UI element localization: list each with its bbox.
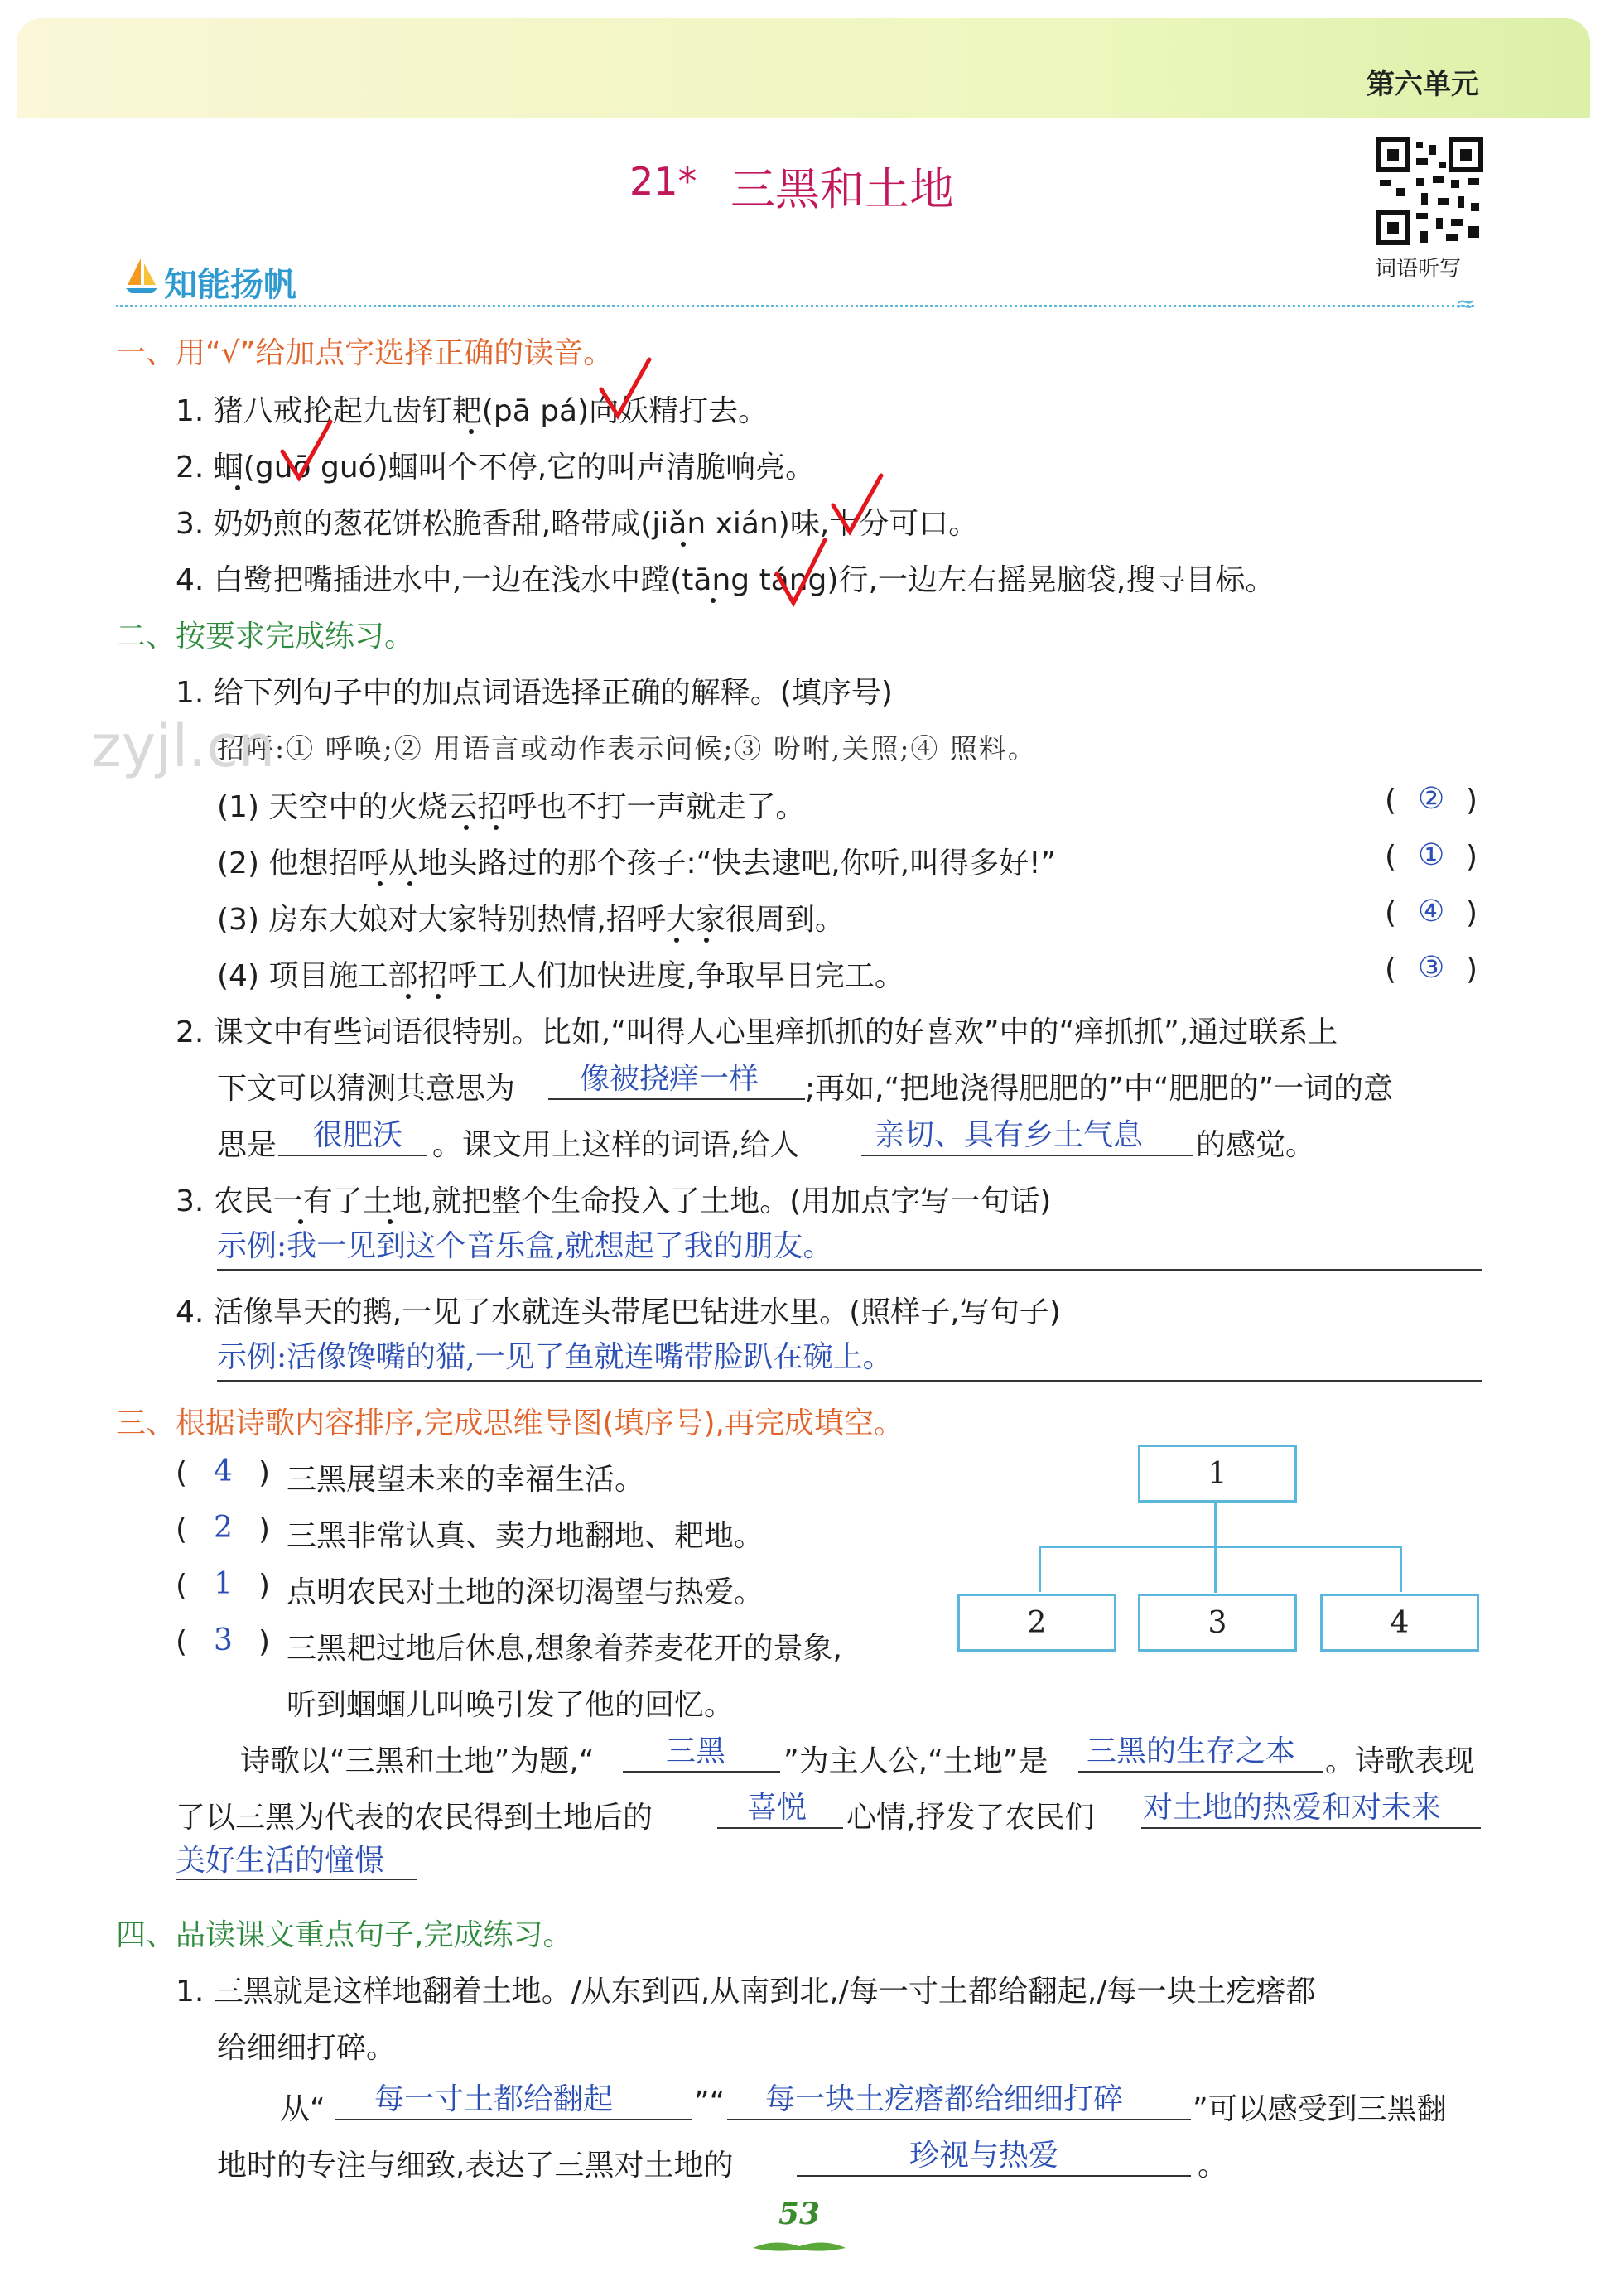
section-divider bbox=[116, 305, 1474, 307]
part3-item-3: 点明农民对土地的深切渴望与热爱。 bbox=[287, 1575, 764, 1609]
part2-q2-line2-a: 下文可以猜测其意思为 bbox=[217, 1072, 516, 1106]
part3-fill-answer-4b[interactable]: 美好生活的憧憬 bbox=[176, 1844, 385, 1878]
header-band bbox=[17, 18, 1590, 118]
part3-answer-4[interactable]: 3 bbox=[214, 1623, 233, 1657]
check-mark-icon bbox=[277, 418, 335, 485]
part4-q1-line1: 1. 三黑就是这样地翻着土地。/从东到西,从南到北,/每一寸土都给翻起,/每一块土疙瘩都 bbox=[176, 1975, 1316, 2009]
check-mark-icon bbox=[772, 537, 830, 610]
part2-q4-answer[interactable]: 示例:活像馋嘴的猫,一见了鱼就连嘴带脸趴在碗上。 bbox=[217, 1340, 893, 1374]
emphasis-dot bbox=[464, 825, 469, 830]
part2-q1-item-4: (4) 项目施工部招呼工人们加快进度,争取早日完工。 bbox=[217, 959, 904, 993]
emphasis-dot bbox=[681, 542, 686, 547]
part3-answer-3[interactable]: 1 bbox=[214, 1567, 233, 1601]
part3-heading: 三、根据诗歌内容排序,完成思维导图(填序号),再完成填空。 bbox=[116, 1406, 904, 1440]
part4-line2-b: 。 bbox=[1198, 2149, 1228, 2183]
part3-answer-1[interactable]: 4 bbox=[214, 1454, 233, 1488]
part2-q2-answer-3[interactable]: 亲切、具有乡土气息 bbox=[875, 1118, 1144, 1152]
part2-q1-answer-3[interactable]: ④ bbox=[1418, 895, 1445, 929]
part2-q2-answer-1[interactable]: 像被挠痒一样 bbox=[580, 1062, 759, 1096]
wave-icon: ≈ bbox=[1456, 290, 1476, 317]
answer-line[interactable] bbox=[217, 1231, 1482, 1271]
part3-item-4: 三黑耙过地后休息,想象着荞麦花开的景象, bbox=[287, 1632, 842, 1666]
answer-paren: ) bbox=[1466, 840, 1478, 874]
part3-answer-2[interactable]: 2 bbox=[214, 1511, 233, 1545]
emphasis-dot bbox=[469, 429, 474, 434]
answer-paren: ( bbox=[1385, 840, 1397, 874]
answer-paren: ) bbox=[1466, 784, 1478, 818]
part2-q2-answer-2[interactable]: 很肥沃 bbox=[313, 1118, 403, 1152]
emphasis-dot bbox=[406, 994, 411, 999]
watermark: zyjl.cn bbox=[91, 712, 276, 780]
mindmap-child-2[interactable]: 3 bbox=[1138, 1594, 1297, 1652]
part4-line2-a: 地时的专注与细致,表达了三黑对土地的 bbox=[217, 2149, 734, 2183]
part2-q1-definitions: 招呼:① 呼唤;② 用语言或动作表示问候;③ 吩咐,关照;④ 照料。 bbox=[217, 732, 1037, 765]
part2-q2-line1: 2. 课文中有些词语很特别。比如,“叫得人心里痒抓抓的好喜欢”中的“痒抓抓”,通过联系上 bbox=[176, 1015, 1338, 1049]
part4-answer-1[interactable]: 每一寸土都给翻起 bbox=[374, 2082, 614, 2116]
answer-line[interactable] bbox=[217, 1342, 1482, 1382]
part4-heading: 四、品读课文重点句子,完成练习。 bbox=[116, 1918, 573, 1952]
lesson-number: 21* bbox=[629, 159, 697, 204]
page-ornament-icon bbox=[750, 2236, 849, 2255]
answer-paren: ) bbox=[258, 1569, 271, 1603]
part1-item-1: 1. 猪八戒抡起九齿钉耙(pā pá)向妖精打去。 bbox=[176, 394, 769, 428]
emphasis-dot bbox=[378, 881, 383, 886]
part3-fill-answer-3[interactable]: 喜悦 bbox=[747, 1791, 807, 1825]
emphasis-dot bbox=[436, 994, 441, 999]
mindmap-root[interactable]: 1 bbox=[1138, 1445, 1297, 1503]
part4-answer-3[interactable]: 珍视与热爱 bbox=[909, 2139, 1059, 2173]
answer-paren: ) bbox=[1466, 953, 1478, 986]
part1-item-3: 3. 奶奶煎的葱花饼松脆香甜,略带咸(jiǎn xián)味,十分可口。 bbox=[176, 507, 979, 541]
part3-fill-answer-4a[interactable]: 对土地的热爱和对未来 bbox=[1143, 1791, 1442, 1825]
emphasis-dot bbox=[235, 485, 240, 490]
unit-label: 第六单元 bbox=[1367, 68, 1479, 101]
part3-fill-d: 了以三黑为代表的农民得到土地后的 bbox=[176, 1801, 653, 1835]
part2-q1-item-1: (1) 天空中的火烧云招呼也不打一声就走了。 bbox=[217, 790, 806, 824]
part2-q2-line3-a: 思是 bbox=[217, 1128, 277, 1162]
part3-item-1: 三黑展望未来的幸福生活。 bbox=[287, 1463, 645, 1497]
answer-paren: ( bbox=[176, 1569, 188, 1603]
qr-code-icon[interactable] bbox=[1375, 137, 1484, 246]
part2-q1-item-2: (2) 他想招呼从地头路过的那个孩子:“快去逮吧,你听,叫得多好!” bbox=[217, 847, 1057, 880]
part2-q3-prompt: 3. 农民一有了土地,就把整个生命投入了土地。(用加点字写一句话) bbox=[176, 1184, 1052, 1218]
part3-fill-a: 诗歌以“三黑和土地”为题,“ bbox=[240, 1744, 595, 1778]
part4-fill-a: 从“ bbox=[280, 2092, 325, 2126]
qr-label: 词语听写 bbox=[1375, 257, 1462, 282]
part4-fill-b: ”“ bbox=[694, 2086, 725, 2120]
part2-q1-prompt: 1. 给下列句子中的加点词语选择正确的解释。(填序号) bbox=[176, 676, 893, 710]
part2-q2-line3-b: 。课文用上这样的词语,给人 bbox=[432, 1128, 800, 1162]
part3-fill-c: 。诗歌表现 bbox=[1325, 1744, 1475, 1778]
part3-item-2: 三黑非常认真、卖力地翻地、耙地。 bbox=[287, 1519, 764, 1553]
mindmap-connector bbox=[1039, 1546, 1041, 1592]
part3-fill-answer-1[interactable]: 三黑 bbox=[666, 1734, 726, 1768]
part2-q1-answer-2[interactable]: ① bbox=[1418, 838, 1445, 872]
part2-q1-answer-1[interactable]: ② bbox=[1418, 782, 1445, 816]
part1-item-2: 2. 蝈(guō guó)蝈叫个不停,它的叫声清脆响亮。 bbox=[176, 451, 816, 485]
emphasis-dot bbox=[674, 938, 679, 943]
answer-paren: ) bbox=[258, 1456, 271, 1490]
part2-q1-item-3: (3) 房东大娘对大家特别热情,招呼大家很周到。 bbox=[217, 903, 845, 937]
answer-paren: ( bbox=[1385, 896, 1397, 930]
answer-paren: ( bbox=[176, 1456, 188, 1490]
emphasis-dot bbox=[407, 881, 412, 886]
page-title: 三黑和土地 bbox=[730, 163, 954, 215]
part1-heading: 一、用“√”给加点字选择正确的读音。 bbox=[116, 336, 614, 370]
answer-paren: ) bbox=[258, 1625, 271, 1659]
mindmap-connector bbox=[1400, 1546, 1402, 1592]
emphasis-dot bbox=[494, 825, 499, 830]
part2-q3-answer[interactable]: 示例:我一见到这个音乐盒,就想起了我的朋友。 bbox=[217, 1229, 833, 1263]
page-number: 53 bbox=[778, 2197, 821, 2231]
part1-item-4: 4. 白鹭把嘴插进水中,一边在浅水中蹚(tāng táng)行,一边左右摇晃脑袋,搜寻目标。 bbox=[176, 563, 1275, 597]
answer-paren: ( bbox=[1385, 953, 1397, 986]
answer-paren: ) bbox=[258, 1512, 271, 1546]
part2-q4-prompt: 4. 活像旱天的鹅,一见了水就连头带尾巴钻进水里。(照样子,写句子) bbox=[176, 1295, 1061, 1329]
answer-paren: ( bbox=[176, 1512, 188, 1546]
emphasis-dot bbox=[711, 598, 716, 603]
emphasis-dot bbox=[704, 938, 709, 943]
part3-item-4-cont: 听到蝈蝈儿叫唤引发了他的回忆。 bbox=[287, 1688, 735, 1722]
mindmap-child-3[interactable]: 4 bbox=[1320, 1594, 1479, 1652]
part3-fill-e: 心情,抒发了农民们 bbox=[846, 1801, 1095, 1835]
part2-heading: 二、按要求完成练习。 bbox=[116, 620, 415, 654]
answer-paren: ) bbox=[1466, 896, 1478, 930]
part3-fill-answer-2[interactable]: 三黑的生存之本 bbox=[1087, 1734, 1296, 1768]
check-mark-icon bbox=[828, 472, 886, 538]
part2-q2-line2-b: ;再如,“把地浇得肥肥的”中“肥肥的”一词的意 bbox=[805, 1072, 1394, 1106]
answer-paren: ( bbox=[1385, 784, 1397, 818]
part3-fill-b: ”为主人公,“土地”是 bbox=[783, 1744, 1048, 1778]
section-heading: 知能扬帆 bbox=[164, 266, 296, 304]
sailboat-icon bbox=[124, 257, 159, 295]
part4-fill-c: ”可以感受到三黑翻 bbox=[1193, 2092, 1447, 2126]
check-mark-icon bbox=[596, 356, 654, 422]
answer-paren: ( bbox=[176, 1625, 188, 1659]
part2-q1-answer-4[interactable]: ③ bbox=[1418, 951, 1445, 985]
mindmap-connector bbox=[1039, 1546, 1401, 1548]
part2-q2-line3-c: 的感觉。 bbox=[1196, 1128, 1316, 1162]
part4-q1-line2: 给细细打碎。 bbox=[217, 2031, 397, 2065]
part4-answer-2[interactable]: 每一块土疙瘩都给细细打碎 bbox=[765, 2082, 1124, 2116]
mindmap-child-1[interactable]: 2 bbox=[957, 1594, 1116, 1652]
